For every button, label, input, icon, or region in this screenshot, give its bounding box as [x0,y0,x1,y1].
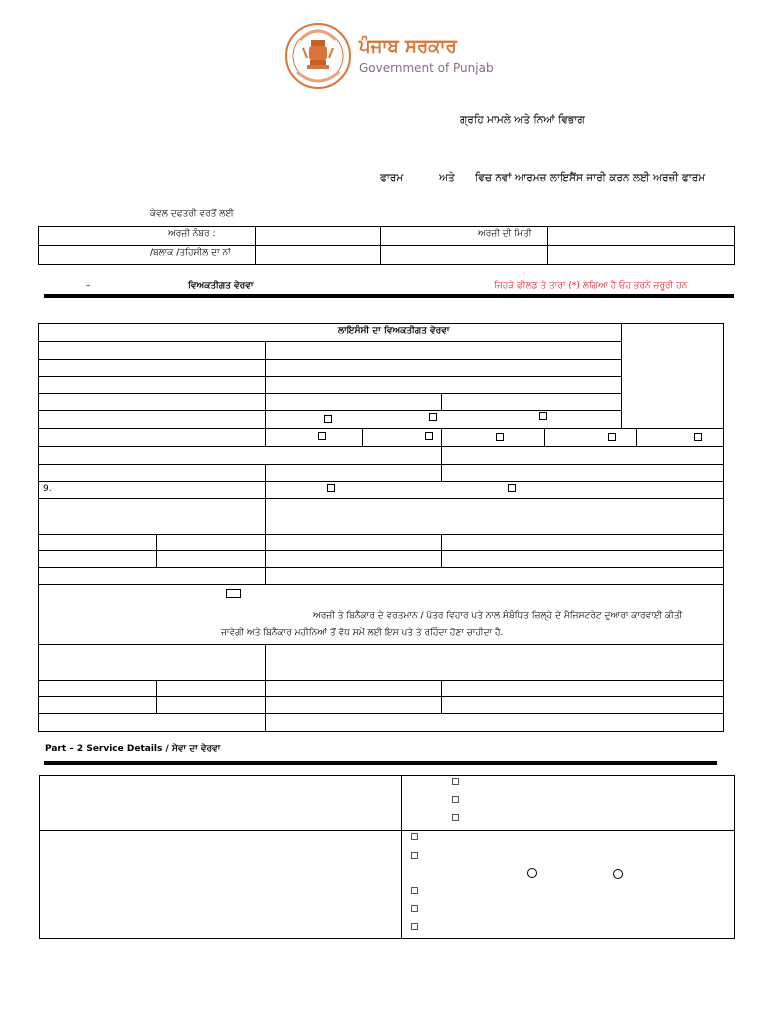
part1-title: ਵਿਅਕਤੀਗਤ ਵੇਰਵਾ [188,281,254,291]
row9-label: 9. [43,484,52,494]
radio-option[interactable] [613,869,623,879]
part2-title: Part – 2 Service Details / ਸੇਵਾ ਦਾ ਵੇਰਵਾ [45,744,221,754]
checkbox[interactable] [452,814,459,821]
checkbox[interactable] [411,887,418,894]
application-date-label: ਅਰਜ਼ੀ ਦੀ ਮਿਤੀ [478,229,532,239]
form-title-part3: ਵਿਚ ਨਵਾਂ ਆਰਮਜ਼ ਲਾਇਸੈਂਸ ਜਾਰੀ ਕਰਨ ਲਈ ਅਰਜ਼ੀ ਫਾਰਮ [475,172,706,184]
personal-details-heading: ਲਾਇਸੰਸੀ ਦਾ ਵਿਅਕਤੀਗਤ ਵੇਰਵਾ [338,326,450,336]
checkbox[interactable] [452,778,459,785]
form-title-part2: ਅਤੇ [439,172,455,184]
logo-subtitle: Government of Punjab [359,61,494,75]
part1-dash: – [86,281,91,291]
address-note-line1: ਅਰਜ਼ੀ ਤੇ ਬਿਨੈਕਾਰ ਦੇ ਵਰਤਮਾਨ / ਪੱਤਰ ਵਿਹਾਰ ਪਤੇ ਨਾਲ ਸੰਬੰਧਿਤ ਜ਼ਿਲ੍ਹੇ ਦੇ ਮੈਜਿਸਟਰੇਟ ਦੁਆਰਾ ਕਾਰਵਾਈ ਕੀਤੀ [313,611,683,621]
mandatory-note: ਜਿਹੜੇ ਫੀਲਡ ਤੇ ਤਾਰਾ (*) ਲਗਿਆ ਹੈ ਓਹ ਭਰਨੇ ਜ਼ਰੂਰੀ ਹਨ [494,281,688,291]
application-number-label: ਅਰਜ਼ੀ ਨੰਬਰ : [168,229,216,239]
block-tehsil-label: /ਬਲਾਕ /ਤਹਿਸੀਲ ਦਾ ਨਾਂ [150,248,231,258]
checkbox[interactable] [452,796,459,803]
radio-option[interactable] [527,868,537,878]
checkbox[interactable] [411,923,418,930]
office-use-label: ਕੇਵਲ ਦਫਤਰੀ ਵਰਤੋਂ ਲਈ [150,209,234,219]
department-title: ਗ੍ਰਹਿ ਮਾਮਲੇ ਅਤੇ ਨਿਆਂ ਵਿਭਾਗ [460,114,585,126]
address-note-line2: ਜਾਵੇਗੀ ਅਤੇ ਬਿਨੈਕਾਰ ਮਹੀਨਿਆਂ ਤੋਂ ਵੱਧ ਸਮੇਂ ਲਈ ਇਸ ਪਤੇ ਤੇ ਰਹਿੰਦਾ ਹੋਣਾ ਚਾਹੀਦਾ ਹੈ. [221,628,504,638]
form-title-part1: ਫਾਰਮ [380,172,404,184]
checkbox[interactable] [411,852,418,859]
checkbox[interactable] [411,833,418,840]
checkbox[interactable] [411,905,418,912]
logo-title: ਪੰਜਾਬ ਸਰਕਾਰ [359,36,457,57]
